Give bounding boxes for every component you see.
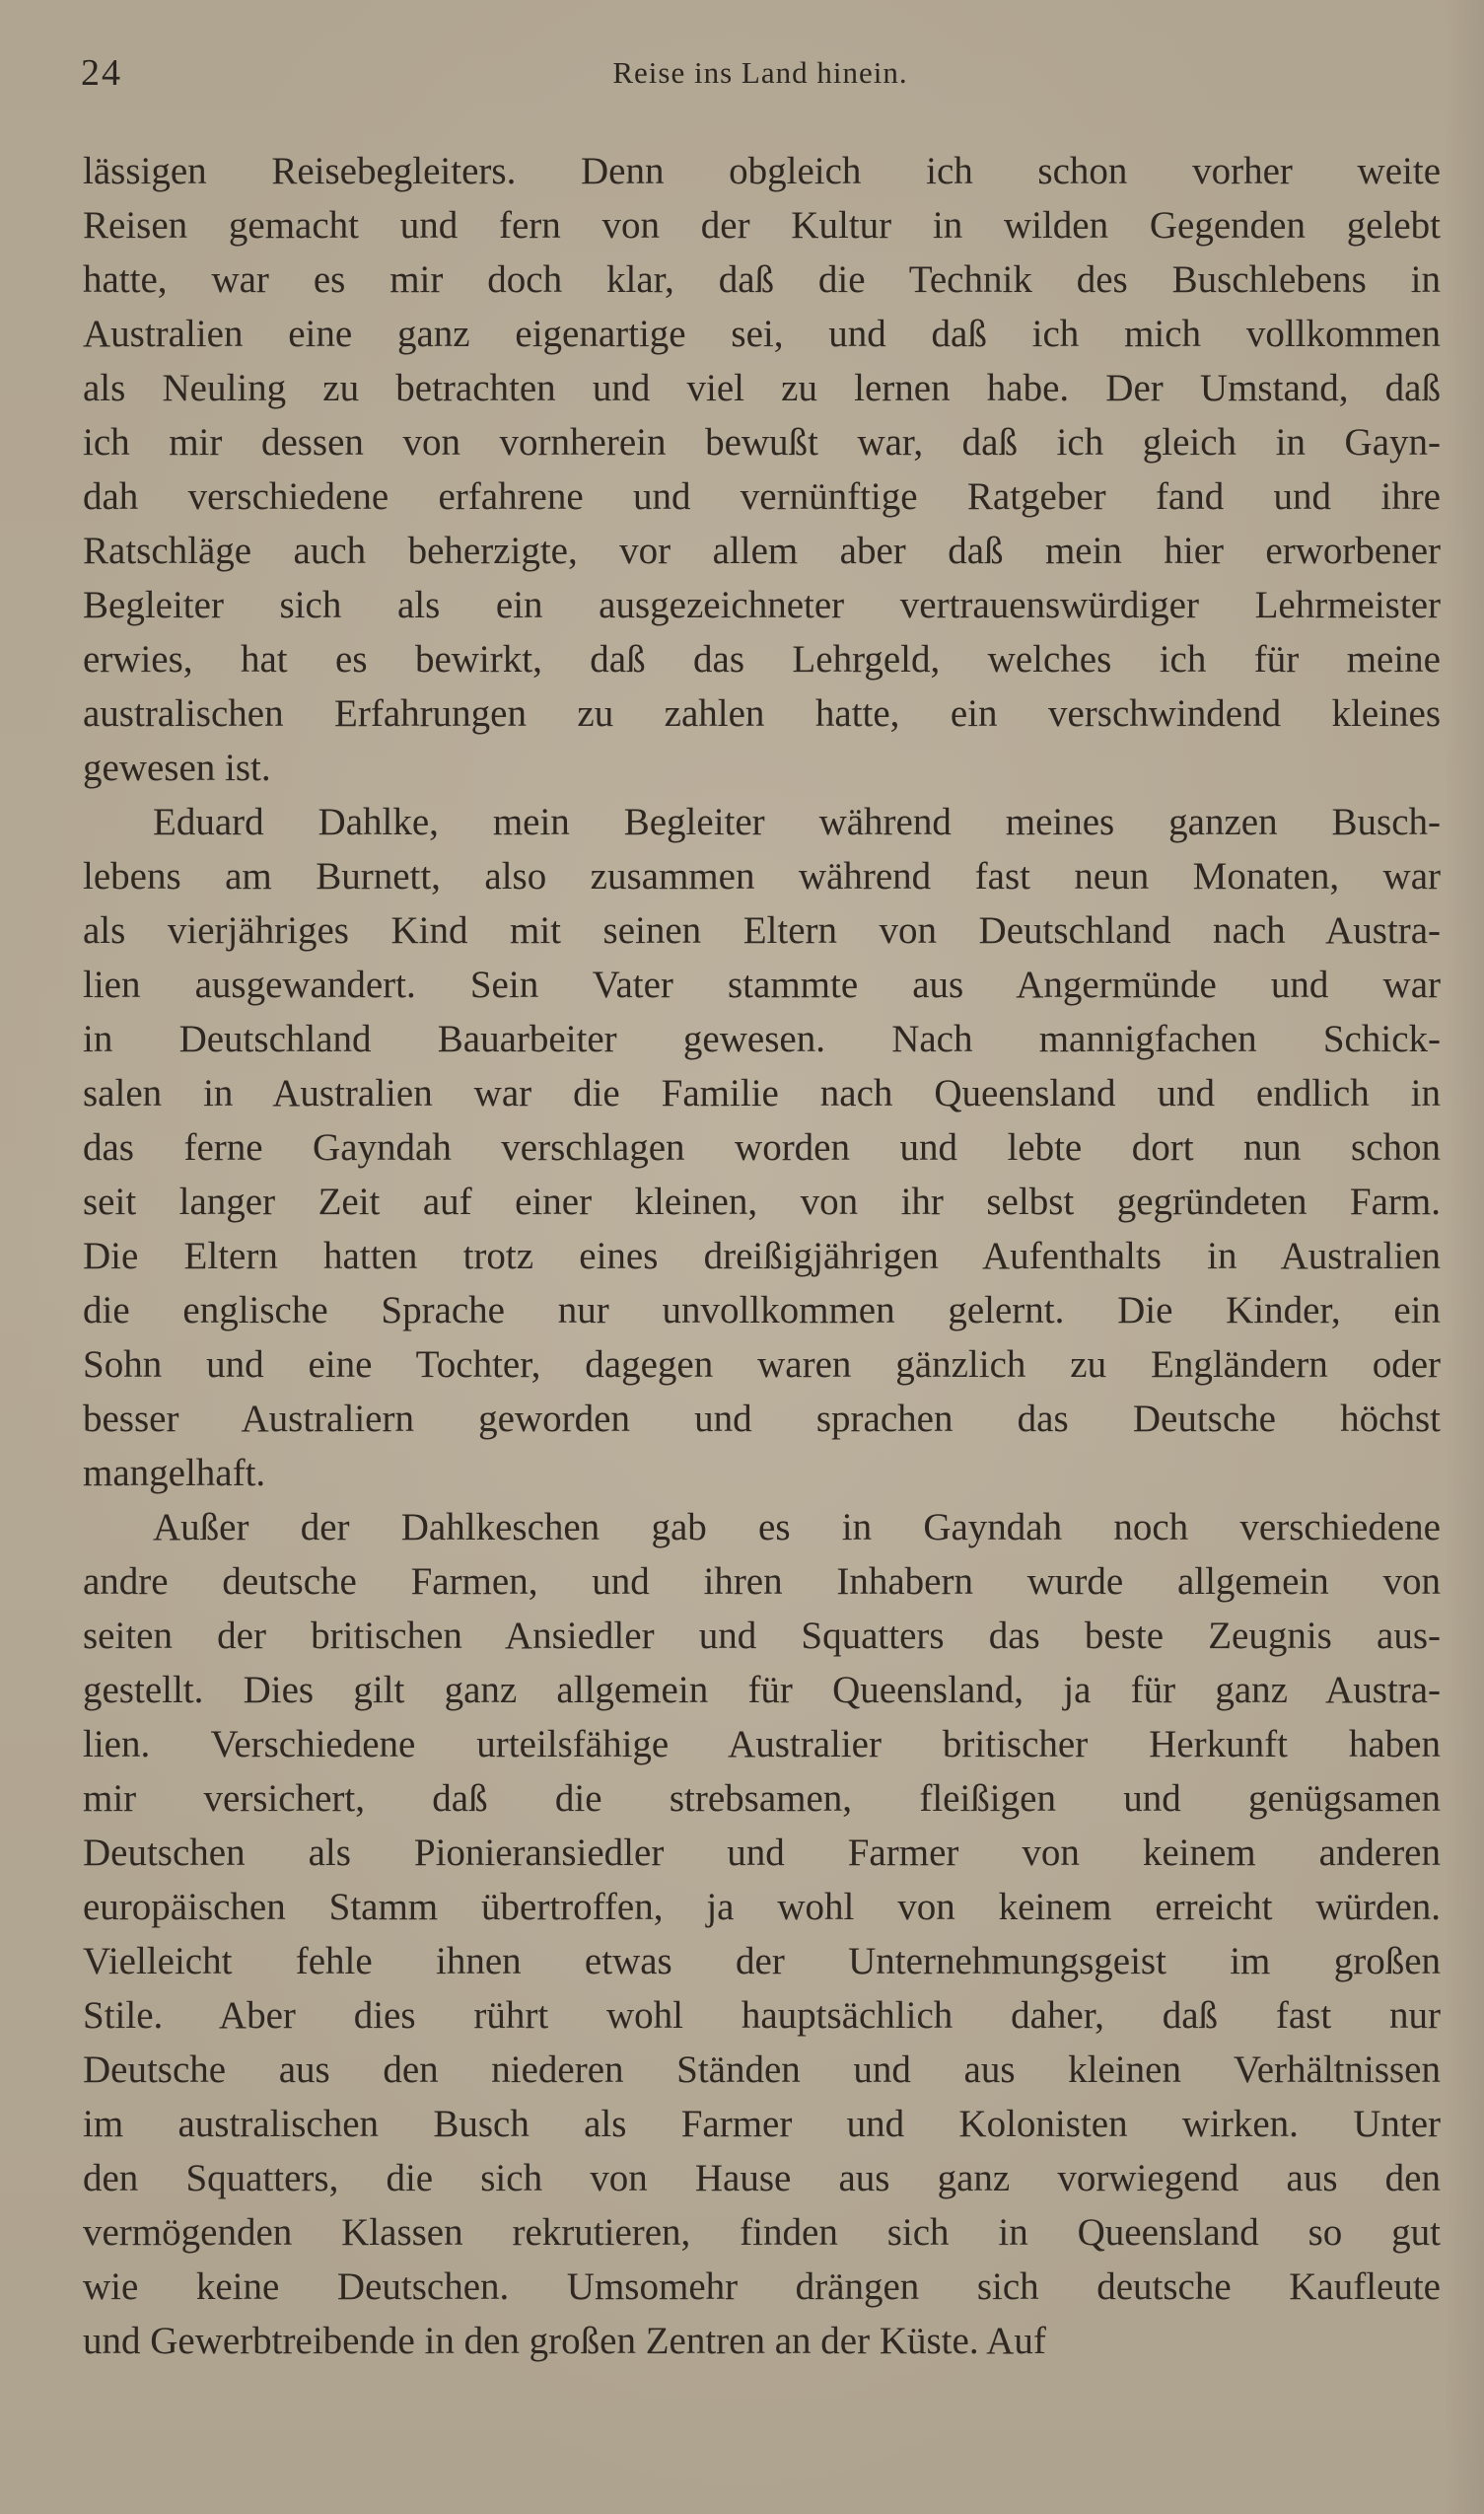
text-line: lässigen Reisebegleiters. Denn obgleich ich schon vorher weite [83, 150, 1441, 192]
text-line: seit langer Zeit auf einer kleinen, von ihr selbst gegründeten Farm. [83, 1181, 1441, 1223]
text-line: erwies, hat es bewirkt, daß das Lehrgeld, welches ich für meine [83, 638, 1441, 681]
page-header [81, 51, 1440, 101]
paragraph [83, 144, 1441, 795]
text-line: die englische Sprache nur unvollkommen gelernt. Die Kinder, ein [83, 1289, 1441, 1331]
text-line: den Squatters, die sich von Hause aus ganz vorwiegend aus den [83, 2157, 1441, 2199]
text-line: wie keine Deutschen. Umsomehr drängen sich deutsche Kaufleute [83, 2265, 1441, 2308]
text-line: gewesen ist. [83, 747, 271, 789]
text-line: europäischen Stamm übertroffen, ja wohl von keinem erreicht würden. [83, 1886, 1441, 1928]
text-line: Eduard Dahlke, mein Begleiter während meines ganzen Busch- [153, 801, 1441, 843]
text-line: das ferne Gayndah verschlagen worden und lebte dort nun schon [83, 1126, 1441, 1169]
text-line: seiten der britischen Ansiedler und Squatters das beste Zeugnis aus- [83, 1615, 1441, 1657]
text-line: lien ausgewandert. Sein Vater stammte aus Angermünde und war [83, 964, 1441, 1006]
text-line: hatte, war es mir doch klar, daß die Technik des Buschlebens in [83, 258, 1441, 301]
text-line: Vielleicht fehle ihnen etwas der Unternehmungsgeist im großen [83, 1940, 1441, 1982]
text-line: Deutsche aus den niederen Ständen und aus kleinen Verhältnissen [83, 2048, 1441, 2091]
text-line: Die Eltern hatten trotz eines dreißigjährigen Aufenthalts in Australien [83, 1235, 1441, 1277]
text-line: Deutschen als Pionieransiedler und Farmer von keinem anderen [83, 1832, 1441, 1874]
text-line: als Neuling zu betrachten und viel zu lernen habe. Der Umstand, daß [83, 367, 1441, 409]
paragraph [83, 1500, 1441, 2368]
text-line: als vierjähriges Kind mit seinen Eltern von Deutschland nach Austra- [83, 909, 1441, 952]
text-line: mir versichert, daß die strebsamen, fleißigen und genügsamen [83, 1777, 1441, 1820]
text-line: australischen Erfahrungen zu zahlen hatte, ein verschwindend kleines [83, 692, 1441, 735]
text-line: andre deutsche Farmen, und ihren Inhabern wurde allgemein von [83, 1560, 1441, 1603]
text-line: im australischen Busch als Farmer und Kolonisten wirken. Unter [83, 2103, 1441, 2145]
text-line: Sohn und eine Tochter, dagegen waren gänzlich zu Engländern oder [83, 1343, 1441, 1386]
paragraph [83, 795, 1441, 1500]
text-line: mangelhaft. [83, 1452, 266, 1494]
body-text [83, 144, 1441, 2368]
text-line: ich mir dessen von vornherein bewußt war, daß ich gleich in Gayn- [83, 421, 1441, 464]
page-number: 24 [81, 52, 122, 94]
text-line: Stile. Aber dies rührt wohl hauptsächlich daher, daß fast nur [83, 1994, 1441, 2037]
text-line: Außer der Dahlkeschen gab es in Gayndah noch verschiedene [153, 1506, 1441, 1548]
page-edge-shadow [1445, 0, 1484, 2514]
running-head: Reise ins Land hinein. [612, 55, 908, 90]
text-line: in Deutschland Bauarbeiter gewesen. Nach mannigfachen Schick- [83, 1018, 1441, 1060]
text-line: lien. Verschiedene urteilsfähige Australier britischer Herkunft haben [83, 1723, 1441, 1765]
text-line: lebens am Burnett, also zusammen während fast neun Monaten, war [83, 855, 1441, 898]
text-line: Reisen gemacht und fern von der Kultur in wilden Gegenden gelebt [83, 204, 1441, 247]
text-line: besser Australiern geworden und sprachen das Deutsche höchst [83, 1398, 1441, 1440]
text-line: und Gewerbtreibende in den großen Zentren an der Küste. Auf [83, 2320, 1046, 2362]
text-line: Australien eine ganz eigenartige sei, und daß ich mich vollkommen [83, 313, 1441, 355]
text-line: gestellt. Dies gilt ganz allgemein für Queensland, ja für ganz Austra- [83, 1669, 1441, 1711]
text-line: vermögenden Klassen rekrutieren, finden sich in Queensland so gut [83, 2211, 1441, 2254]
text-line: Ratschläge auch beherzigte, vor allem aber daß mein hier erworbener [83, 530, 1441, 572]
text-line: dah verschiedene erfahrene und vernünftige Ratgeber fand und ihre [83, 475, 1441, 518]
text-line: salen in Australien war die Familie nach Queensland und endlich in [83, 1072, 1441, 1114]
text-line: Begleiter sich als ein ausgezeichneter vertrauenswürdiger Lehrmeister [83, 584, 1441, 626]
